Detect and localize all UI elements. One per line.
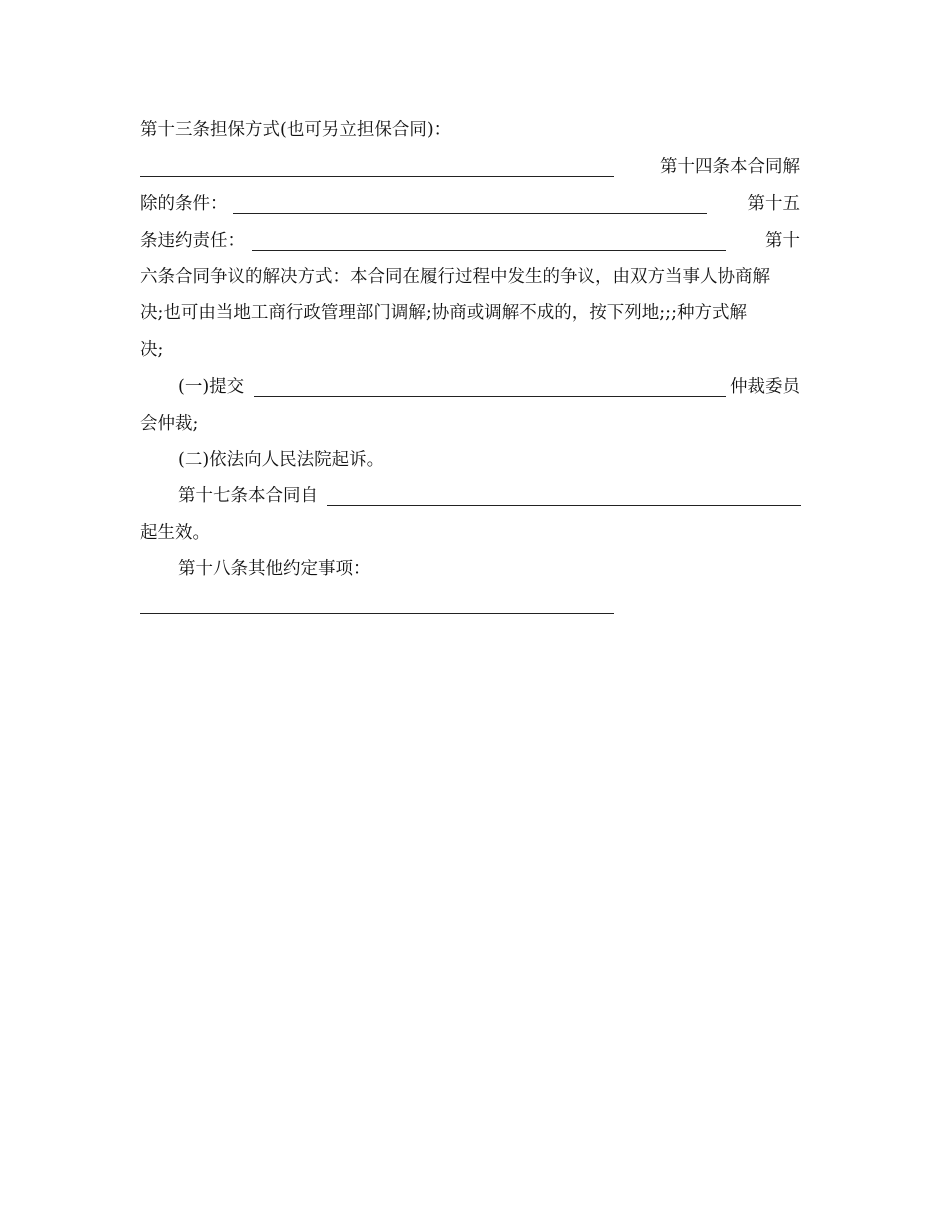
article-14-blank-line	[233, 213, 707, 214]
option-2: (二)依法向人民法院起诉。	[178, 450, 385, 470]
article-16-heading-start: 第十	[765, 231, 800, 251]
article-17-line-2: 起生效。	[140, 523, 210, 543]
article-16-text-line-3: 决;	[140, 340, 164, 360]
article-13-heading: 第十三条担保方式(也可另立担保合同)：	[140, 120, 452, 140]
option-1-line-2: 会仲裁;	[140, 414, 199, 434]
article-14-heading-end: 除的条件：	[140, 194, 228, 214]
article-15-heading-start: 第十五	[747, 194, 800, 214]
article-18-blank-line	[140, 613, 614, 614]
article-17-prefix: 第十七条本合同自	[178, 486, 318, 506]
article-18-heading: 第十八条其他约定事项：	[178, 559, 371, 579]
option-1-blank-line	[254, 396, 726, 397]
article-13-blank-line	[140, 176, 614, 177]
option-1-prefix: (一)提交	[178, 377, 245, 397]
option-1-suffix: 仲裁委员	[730, 377, 800, 397]
article-15-blank-line	[252, 250, 726, 251]
article-16-text-line-2: 决;也可由当地工商行政管理部门调解;协商或调解不成的，按下列地;;;种方式解	[140, 303, 747, 323]
article-15-heading-end: 条违约责任：	[140, 231, 245, 251]
article-17-blank-line	[327, 505, 801, 506]
article-14-heading-start: 第十四条本合同解	[660, 157, 800, 177]
article-16-text-line-1: 六条合同争议的解决方式：本合同在履行过程中发生的争议，由双方当事人协商解	[140, 267, 770, 287]
